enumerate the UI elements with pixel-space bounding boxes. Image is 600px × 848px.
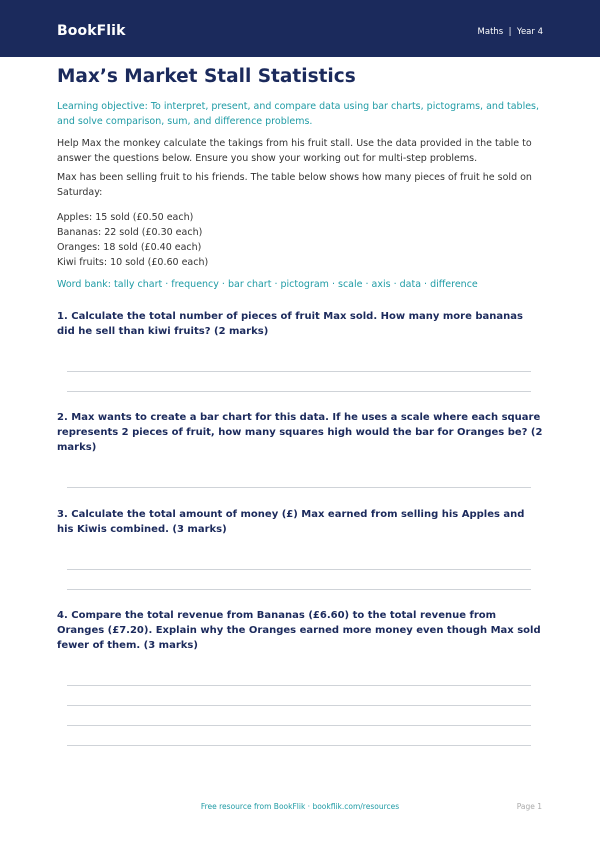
learning-objective: Learning objective: To interpret, present, and compare data using bar charts, pictograms, and tables, and solve comparison, sum, and difference problems. xyxy=(57,101,540,127)
page-number: Page 1 xyxy=(516,802,542,811)
answer-line[interactable] xyxy=(67,569,531,570)
list-item: Kiwi fruits: 10 sold (£0.60 each) xyxy=(57,257,209,268)
context-text: Max has been selling fruit to his friends. The table below shows how many pieces of fruit he sold on Saturday: xyxy=(57,172,532,198)
intro-text: Help Max the monkey calculate the takings from his fruit stall. Use the data provided in the table to answer the questions below. Ensure you show your working out for multi-step problems. xyxy=(57,138,532,164)
list-item: Apples: 15 sold (£0.50 each) xyxy=(57,212,194,223)
answer-line[interactable] xyxy=(67,745,531,746)
question-1: 1. Calculate the total number of pieces of fruit Max sold. How many more bananas did he sell than kiwi fruits? (2 marks) xyxy=(57,311,523,337)
header-bar xyxy=(0,0,600,57)
list-item: Oranges: 18 sold (£0.40 each) xyxy=(57,242,202,253)
page-title: Max’s Market Stall Statistics xyxy=(57,66,356,87)
word-bank: Word bank: tally chart · frequency · bar chart · pictogram · scale · axis · data · difference xyxy=(57,279,478,290)
footer-link[interactable]: Free resource from BookFlik · bookflik.com/resources xyxy=(200,802,400,811)
answer-line[interactable] xyxy=(67,685,531,686)
fruit-list xyxy=(57,210,208,270)
question-4: 4. Compare the total revenue from Bananas (£6.60) to the total revenue from Oranges (£7.20). Explain why the Oranges earned more money even though Max sold fewer of them. (3 marks) xyxy=(57,610,541,651)
answer-line[interactable] xyxy=(67,705,531,706)
answer-line[interactable] xyxy=(67,391,531,392)
answer-line[interactable] xyxy=(67,589,531,590)
answer-line[interactable] xyxy=(67,725,531,726)
brand-logo[interactable]: BookFlik xyxy=(57,23,126,39)
subject-year-label: Maths | Year 4 xyxy=(477,27,543,37)
answer-line[interactable] xyxy=(67,487,531,488)
question-2: 2. Max wants to create a bar chart for this data. If he uses a scale where each square represents 2 pieces of fruit, how many squares high would the bar for Oranges be? (2 marks) xyxy=(57,412,543,453)
answer-line[interactable] xyxy=(67,371,531,372)
list-item: Bananas: 22 sold (£0.30 each) xyxy=(57,227,203,238)
question-3: 3. Calculate the total amount of money (£) Max earned from selling his Apples and his Kiwis combined. (3 marks) xyxy=(57,509,525,535)
